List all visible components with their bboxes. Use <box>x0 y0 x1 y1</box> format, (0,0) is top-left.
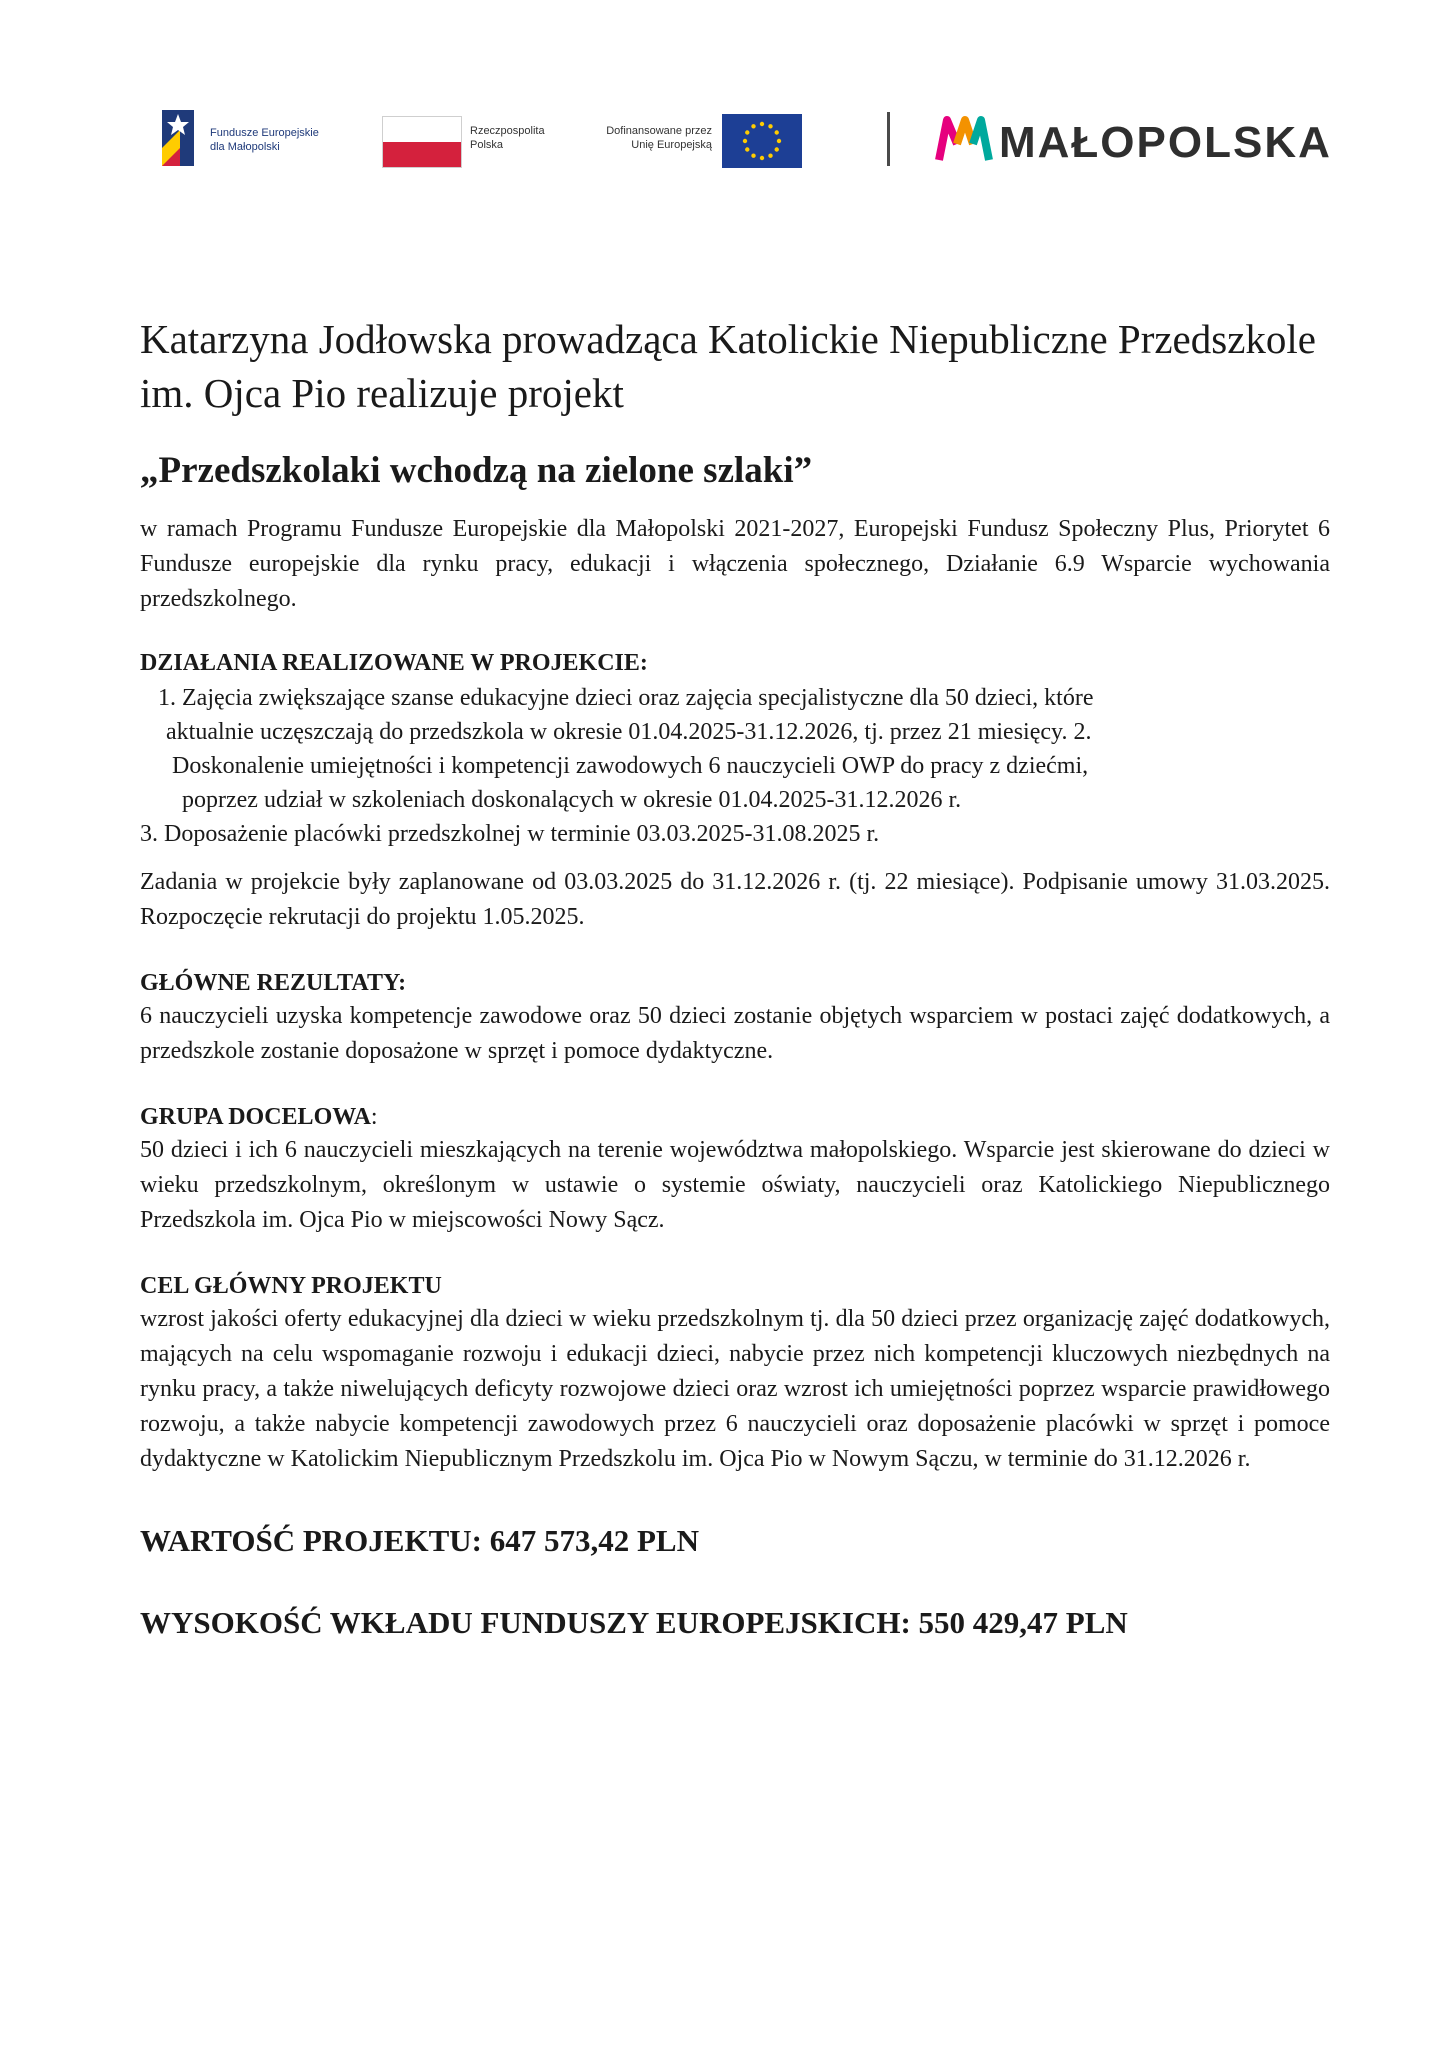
activities-heading: DZIAŁANIA REALIZOWANE W PROJEKCIE: <box>140 650 648 676</box>
fundusze-europejskie-logo <box>158 106 368 176</box>
target-group-colon: : <box>370 1104 378 1130</box>
project-title: „Przedszkolaki wchodzą na zielone szlaki” <box>140 450 813 491</box>
program-description: w ramach Programu Fundusze Europejskie dla Małopolski 2021-2027, Europejski Fundusz Społeczny Plus, Priorytet 6 Fundusze europejskie dla rynku pracy, edukacji i włączenia społecznego, Działanie 6.9 Wsparcie wychowania przedszkolnego. <box>140 516 1330 612</box>
malopolska-m-icon <box>935 114 993 164</box>
pl-logo-line1: Rzeczpospolita <box>470 125 545 137</box>
schedule-text: Zadania w projekcie były zaplanowane od 03.03.2025 do 31.12.2026 r. (tj. 22 miesiące). Podpisanie umowy 31.03.2025. Rozpoczęcie rekrutacji do projektu 1.05.2025. <box>140 869 1330 930</box>
malopolska-logo <box>935 110 1335 170</box>
eu-funding-logo <box>602 114 852 170</box>
target-group-heading: GRUPA DOCELOWA <box>140 1104 371 1130</box>
target-group-text: 50 dzieci i ich 6 nauczycieli mieszkających na terenie województwa małopolskiego. Wsparcie jest skierowane do dzieci w wieku przedszkolnym, określonym w ustawie o systemie oświaty, nauczycieli oraz Katolickiego Niepublicznego Przedszkola im. Ojca Pio w miejscowości Nowy Sącz. <box>140 1137 1330 1233</box>
rzeczpospolita-polska-logo <box>382 116 592 172</box>
fe-logo-line1: Fundusze Europejskie <box>210 127 319 139</box>
eu-star-icon <box>751 154 755 158</box>
project-value: WARTOŚĆ PROJEKTU: 647 573,42 PLN <box>140 1523 699 1558</box>
target-group-section <box>140 1101 1330 1238</box>
fe-star-icon <box>158 108 202 170</box>
main-goal-heading: CEL GŁÓWNY PROJEKTU <box>140 1273 442 1299</box>
logo-bar <box>150 100 1330 180</box>
main-goal-section <box>140 1270 1330 1477</box>
activities-list <box>140 681 1330 851</box>
fe-logo-line2: dla Małopolski <box>210 141 280 153</box>
activity-line: poprzez udział w szkoleniach doskonalących w okresie 01.04.2025-31.12.2026 r. <box>182 787 962 813</box>
activity-line: aktualnie uczęszczają do przedszkola w okresie 01.04.2025-31.12.2026, tj. przez 21 miesięcy. 2. <box>166 719 1092 745</box>
eu-star-icon <box>751 124 755 128</box>
activity-line: Doskonalenie umiejętności i kompetencji zawodowych 6 nauczycieli OWP do pracy z dziećmi, <box>172 753 1089 779</box>
eu-contribution: WYSOKOŚĆ WKŁADU FUNDUSZY EUROPEJSKICH: 550 429,47 PLN <box>140 1605 1128 1640</box>
eu-star-icon <box>768 154 772 158</box>
eu-star-icon <box>745 147 749 151</box>
activities-section <box>140 647 1330 851</box>
eu-star-icon <box>745 130 749 134</box>
pl-logo-line2: Polska <box>470 139 504 151</box>
eu-star-icon <box>743 139 747 143</box>
eu-flag-icon <box>722 114 802 168</box>
logo-separator <box>887 112 890 166</box>
eu-logo-line1: Dofinansowane przez <box>606 125 712 137</box>
document-body <box>140 312 1330 1643</box>
results-section <box>140 967 1330 1069</box>
intro-heading: Katarzyna Jodłowska prowadząca Katolickie Niepubliczne Przedszkole im. Ojca Pio realizuje projekt <box>140 316 1316 416</box>
eu-star-icon <box>768 124 772 128</box>
eu-star-icon <box>760 156 764 160</box>
eu-star-icon <box>775 147 779 151</box>
eu-star-icon <box>777 139 781 143</box>
results-heading: GŁÓWNE REZULTATY: <box>140 970 407 996</box>
activity-line: 3. Doposażenie placówki przedszkolnej w terminie 03.03.2025-31.08.2025 r. <box>140 821 880 847</box>
eu-star-icon <box>760 122 764 126</box>
polish-flag-icon <box>382 116 462 168</box>
main-goal-text: wzrost jakości oferty edukacyjnej dla dzieci w wieku przedszkolnym tj. dla 50 dzieci przez organizację zajęć dodatkowych, mających na celu wspomaganie rozwoju i edukacji dzieci, nabycie przez nich kompetencji kluczowych niezbędnych na rynku pracy, a także niwelujących deficyty rozwojowe dzieci oraz wzrost ich umiejętności poprzez wsparcie prawidłowego rozwoju, a także nabycie kompetencji zawodowych przez 6 nauczycieli oraz doposażenie placówki w sprzęt i pomoce dydaktyczne w Katolickim Niepublicznym Przedszkolu im. Ojca Pio w Nowym Sączu, w terminie do 31.12.2026 r. <box>140 1306 1330 1472</box>
eu-star-icon <box>775 130 779 134</box>
results-text: 6 nauczycieli uzyska kompetencje zawodowe oraz 50 dzieci zostanie objętych wsparciem w postaci zajęć dodatkowych, a przedszkole zostanie doposażone w sprzęt i pomoce dydaktyczne. <box>140 1003 1330 1064</box>
malopolska-wordmark: MAŁOPOLSKA <box>999 118 1332 167</box>
activity-line: 1. Zajęcia zwiększające szanse edukacyjne dzieci oraz zajęcia specjalistyczne dla 50 dzieci, które <box>158 685 1094 711</box>
eu-logo-line2: Unię Europejską <box>631 139 712 151</box>
